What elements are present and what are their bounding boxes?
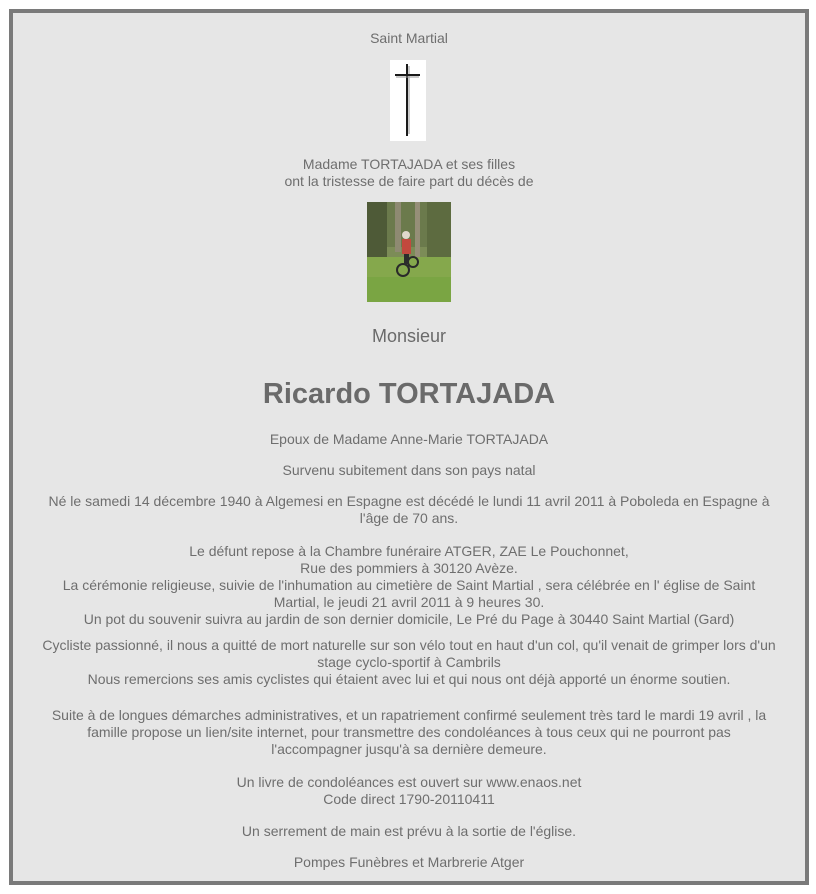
birth-death-paragraph [27, 493, 791, 527]
arrangements-paragraph [27, 543, 791, 628]
admin-paragraph [27, 707, 791, 758]
died-line: Survenu subitement dans son pays natal [282, 462, 536, 478]
deceased-name: Ricardo TORTAJADA [262, 378, 556, 410]
handshake-line: Un serrement de main est prévu à la sortie de l'église. [241, 823, 577, 839]
ceremony-line-1: La cérémonie religieuse, suivie de l'inhumation au cimetière de Saint Martial , sera célébrée en l' église de Saint [62, 577, 756, 593]
condolence-book-paragraph [27, 774, 791, 808]
cyclist-line-1: Cycliste passionné, il nous a quitté de mort naturelle sur son vélo tout en haut d'un col, qu'il venait de grimper lors d'un [42, 637, 776, 653]
admin-line-1: Suite à de longues démarches administratives, et un rapatriement confirmé seulement très tard le mardi 19 avril , la [51, 707, 767, 723]
cyclist-paragraph [27, 637, 791, 688]
admin-line-3: l'accompagner jusqu'à sa dernière demeure. [271, 741, 547, 757]
obituary-content [13, 13, 805, 881]
intro-text [27, 156, 791, 190]
admin-line-2: famille propose un lien/site internet, pour transmettre des condoléances à tous ceux qui ne pourront pas [87, 724, 731, 740]
funeral-home-line: Pompes Funèbres et Marbrerie Atger [293, 854, 525, 870]
ceremony-line-2: Martial, le jeudi 21 avril 2011 à 9 heures 30. [273, 594, 545, 610]
cross-icon [390, 60, 426, 141]
cyclist-line-2: stage cyclo-sportif à Cambrils [317, 654, 501, 670]
repose-line-2: Rue des pommiers à 30120 Avèze. [300, 560, 518, 576]
pot-line: Un pot du souvenir suivra au jardin de son dernier domicile, Le Pré du Page à 30440 Saint Martial (Gard) [83, 611, 735, 627]
place-heading: Saint Martial [370, 30, 448, 46]
birth-death-line-1: Né le samedi 14 décembre 1940 à Algemesi en Espagne est décédé le lundi 11 avril 2011 à Poboleda en Espagne à [48, 493, 770, 509]
obituary-frame [9, 9, 809, 885]
birth-death-line-2: l'âge de 70 ans. [359, 510, 459, 526]
thanks-line: Nous remercions ses amis cyclistes qui étaient avec lui et qui nous ont déjà apporté un énorme soutien. [87, 671, 731, 687]
intro-line-2: ont la tristesse de faire part du décès de [284, 173, 534, 189]
repose-line-1: Le défunt repose à la Chambre funéraire ATGER, ZAE Le Pouchonnet, [189, 543, 629, 559]
deceased-title: Monsieur [371, 326, 447, 346]
direct-code-line: Code direct 1790-20110411 [323, 791, 495, 807]
condolence-book-line: Un livre de condoléances est ouvert sur www.enaos.net [236, 774, 582, 790]
cyclist-photo [367, 202, 451, 302]
intro-line-1: Madame TORTAJADA et ses filles [302, 156, 516, 172]
spouse-line: Epoux de Madame Anne-Marie TORTAJADA [269, 431, 549, 447]
